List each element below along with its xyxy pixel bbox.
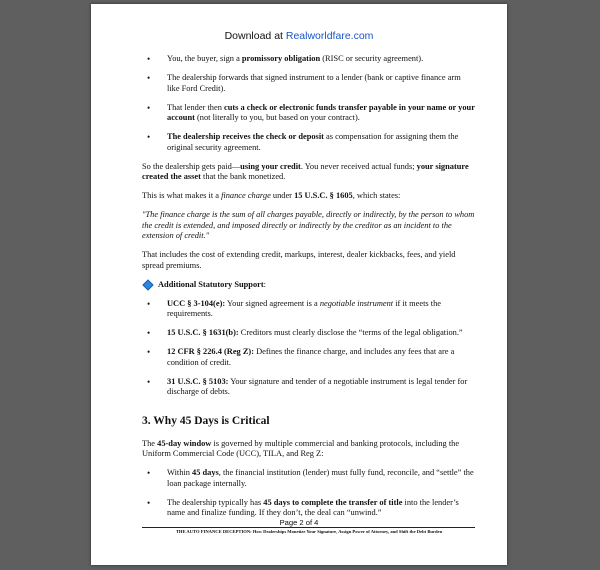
paragraph-finance-charge: This is what makes it a finance charge under 15 U.S.C. § 1605, which states: (142, 191, 401, 201)
section-heading: 3. Why 45 Days is Critical (142, 414, 270, 427)
footer-divider (142, 527, 475, 528)
paragraph-includes: That includes the cost of extending credit, markups, interest, dealer kickbacks, fees, and yield spread premiums. (142, 250, 456, 271)
timeline-bullet-list (142, 468, 475, 519)
list-item: • UCC § 3-104(e): Your signed agreement is a negotiable instrument if it meets the requirements. (142, 299, 475, 320)
list-item: • That lender then cuts a check or electronic funds transfer payable in your name or your account (not literally to you, but based on your contract). (142, 103, 475, 124)
statute-bullet-list (142, 299, 475, 398)
list-item: • Within 45 days, the financial institution (lender) must fully fund, reconcile, and “settle” the loan package internally. (142, 468, 475, 489)
list-item: • 15 U.S.C. § 1631(b): Creditors must clearly disclose the “terms of the legal obligation.” (142, 328, 475, 339)
header-link[interactable]: Realworldfare.com (285, 30, 374, 42)
paragraph-45-day-window: The 45-day window is governed by multiple commercial and banking protocols, including the Uniform Commercial Code (UCC), TILA, and Reg Z: (142, 438, 460, 459)
blue-diamond-icon (142, 280, 153, 291)
list-item: • The dealership forwards that signed instrument to a lender (bank or captive finance arm like Ford Credit). (142, 73, 475, 94)
process-bullet-list (142, 54, 475, 153)
page-number: Page 2 of 4 (279, 518, 319, 527)
list-item: • You, the buyer, sign a promissory obligation (RISC or security agreement). (142, 54, 475, 65)
page-header (91, 30, 507, 42)
statute-quote: "The finance charge is the sum of all charges payable, directly or indirectly, by the person to whom the credit is extended, and imposed directly or indirectly by the creditor as an incident to the extension of credit." (142, 210, 475, 241)
document-page (91, 4, 507, 565)
page-content (142, 54, 475, 527)
header-prefix: Download at (224, 30, 283, 42)
support-heading-text: Additional Statutory Support (158, 280, 264, 290)
footer-title: THE AUTO FINANCE DECEPTION: How Dealerships Monetize Your Signature, Assign Power of Attorney, and Shift the Debt Burden (175, 529, 443, 534)
list-item: • 12 CFR § 226.4 (Reg Z): Defines the finance charge, and includes any fees that are a condition of credit. (142, 347, 475, 368)
support-heading: Additional Statutory Support : (142, 280, 475, 291)
paragraph-dealership-paid: So the dealership gets paid—using your credit. You never received actual funds; your signature created the asset that the bank monetized. (142, 161, 469, 182)
list-item: • 31 U.S.C. § 5103: Your signature and tender of a negotiable instrument is legal tender for discharge of debts. (142, 377, 475, 398)
list-item: • The dealership typically has 45 days to complete the transfer of title into the lender’s name and finalize funding. If they don’t, the deal can “unwind.” (142, 498, 475, 519)
list-item: • The dealership receives the check or deposit as compensation for assigning them the original security agreement. (142, 132, 475, 153)
